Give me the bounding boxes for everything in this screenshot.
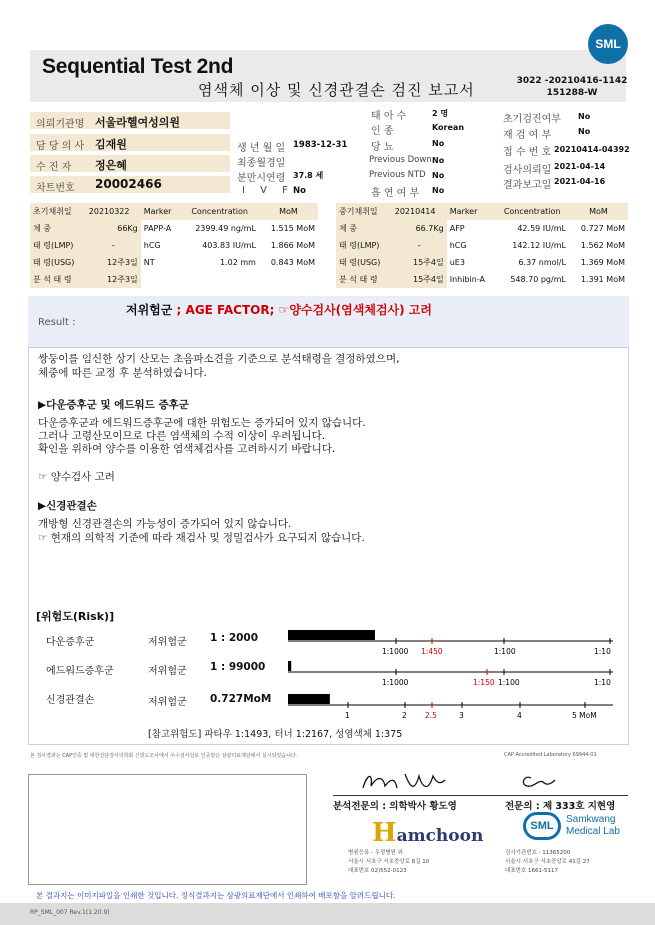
- blank-box: [28, 774, 307, 885]
- signature-left: [333, 766, 503, 796]
- result-recommendation: ; AGE FACTOR; ☞양수검사(염색체검사) 고려: [172, 303, 432, 317]
- concentration-cell: 142.12 IU/mL: [512, 241, 566, 250]
- marker-cell: hCG: [143, 241, 161, 250]
- sml-brand-line-2: Medical Lab: [566, 826, 620, 837]
- concentration-cell: 548.70 pg/mL: [510, 275, 566, 284]
- marker-cell: Inhibin-A: [449, 275, 485, 284]
- risk-name-edwards: 에드워드증후군: [46, 666, 114, 677]
- report-number-line-1: 3022 -20210416-1142: [516, 76, 628, 86]
- row-value: -: [392, 237, 447, 254]
- scale-label-cutoff: 2.5: [425, 711, 437, 720]
- risk-value-down: 1 : 2000: [210, 632, 259, 644]
- concentration-cell: 403.83 IU/mL: [202, 241, 256, 250]
- sml-brand-line-1: Samkwang: [566, 814, 616, 825]
- second-trimester-table: [336, 203, 628, 288]
- result-paragraph-2-line-2: 그러나 고령산모이므로 다른 염색체의 수적 이상이 우려됩니다.: [38, 430, 326, 442]
- scale-label-cutoff: 1:450: [421, 647, 443, 656]
- mom-header: MoM: [569, 203, 628, 220]
- prev-ntd-value: No: [432, 171, 445, 180]
- report-subtitle: 염색체 이상 및 신경관결손 검진 보고서: [198, 81, 475, 99]
- table-row: [336, 271, 628, 288]
- table-row: [30, 237, 318, 254]
- result-paragraph-2-line-1: 다운증후군과 에드워드증후군에 대한 위험도는 증가되어 있지 않습니다.: [38, 417, 366, 429]
- risk-bar: [288, 630, 375, 640]
- marker-header: Marker: [141, 203, 181, 220]
- scale-label: 4: [517, 711, 522, 720]
- concentration-cell: [180, 271, 259, 288]
- signature-left-text: Hwang: [397, 776, 441, 790]
- request-date-value: 2021-04-14: [554, 162, 606, 171]
- risk-bar: [288, 694, 330, 704]
- sml-mark: SML: [523, 812, 561, 840]
- age-value: 37.8 세: [293, 171, 324, 180]
- mom-cell: 1.866 MoM: [270, 241, 315, 250]
- scale-label-cutoff: 1:150: [473, 678, 495, 687]
- row-key: 체 중: [30, 220, 86, 237]
- chart-label: 차트번호: [36, 183, 75, 194]
- scale-label: 1:10: [594, 678, 611, 687]
- scale-label: 1:1000: [382, 678, 409, 687]
- table-row: [336, 254, 628, 271]
- ntd-heading: ▶신경관결손: [38, 500, 97, 512]
- analyst-title: 분석전문의 : 의학박사 황도영: [333, 801, 457, 812]
- scale-label: 2: [402, 711, 407, 720]
- concentration-cell: 2399.49 ng/mL: [195, 224, 256, 233]
- examinee-value: 정은혜: [95, 159, 127, 172]
- marker-cell: [141, 271, 181, 288]
- table-row: [336, 220, 628, 237]
- left-address-line: 병원등록 : 우정병원 외: [348, 850, 403, 856]
- scale-label: 1:100: [498, 678, 520, 687]
- concentration-cell: 6.37 nmol/L: [518, 258, 566, 267]
- row-key: 태 령(LMP): [30, 237, 86, 254]
- report-number-line-2: 151288-W: [546, 88, 598, 98]
- draw-date-value: 20210322: [86, 203, 141, 220]
- result-paragraph-1-line-2: 체중에 따른 교정 후 분석하였습니다.: [38, 367, 207, 379]
- mom-header: MoM: [259, 203, 318, 220]
- result-label: Result :: [38, 317, 76, 328]
- mom-cell: 1.369 MoM: [580, 258, 625, 267]
- row-value: 66Kg: [86, 220, 141, 237]
- signature-right: [503, 766, 628, 796]
- row-value: 15주4일: [392, 254, 447, 271]
- mom-cell: 1.562 MoM: [580, 241, 625, 250]
- footer-note: 본 결과지는 이미지파일을 인쇄한 것입니다. 정식결과지는 삼광의료재단에서 인쇄하여 배포함을 알려드립니다.: [36, 891, 396, 900]
- table-row: [30, 220, 318, 237]
- concentration-header: Concentration: [495, 203, 569, 220]
- row-key: 분 석 태 령: [30, 271, 86, 288]
- left-address: [348, 849, 429, 876]
- dob-label: 생 년 월 일: [237, 143, 286, 154]
- prev-ntd-label: Previous NTD: [369, 170, 426, 180]
- hamchoon-stamp: [372, 818, 483, 848]
- first-trimester-table: [30, 203, 318, 288]
- receipt-label: 접 수 번 호: [503, 147, 552, 158]
- row-key: 체 중: [336, 220, 392, 237]
- prev-down-value: No: [432, 156, 445, 165]
- row-value: 15주4일: [392, 271, 447, 288]
- row-key: 태 령(USG): [30, 254, 86, 271]
- report-date-value: 2021-04-16: [554, 177, 606, 186]
- scale-label: 3: [459, 711, 464, 720]
- accreditation-note: 본 검사결과는 CAP인증 및 대한진단검사의학회 신빙도조사에서 우수검사실로 인증받은 삼광의료재단에서 실시되었습니다.: [30, 753, 298, 759]
- risk-grade-down: 저위험군: [148, 637, 187, 648]
- marker-cell: uE3: [449, 258, 465, 267]
- right-address-line: 서울시 서초구 서초중앙로 41길 27: [505, 859, 590, 865]
- marker-cell: hCG: [449, 241, 467, 250]
- right-address: [505, 849, 590, 876]
- row-value: 66.7Kg: [392, 220, 447, 237]
- result-paragraph-4-line-2: ☞ 현재의 의학적 기준에 따라 재검사 및 정밀검사가 요구되지 않습니다.: [38, 532, 365, 544]
- mom-cell: 0.843 MoM: [270, 258, 315, 267]
- scale-label: 1:10: [594, 647, 611, 656]
- down-edwards-heading: ▶다운증후군 및 에드워드 증후군: [38, 399, 189, 411]
- diabetes-label: 당 뇨: [371, 142, 394, 153]
- sml-brand: [566, 814, 620, 838]
- race-value: Korean: [432, 123, 465, 132]
- draw-date-label: 중기채취일: [336, 203, 392, 220]
- scale-label: 1:1000: [382, 647, 409, 656]
- smoking-value: No: [432, 186, 445, 195]
- race-label: 인 종: [371, 126, 394, 137]
- result-paragraph-4-line-1: 개방형 신경관결손의 가능성이 증가되어 있지 않습니다.: [38, 518, 292, 530]
- age-label: 분만시연령: [237, 173, 286, 184]
- table-row: [30, 271, 318, 288]
- marker-cell: PAPP-A: [143, 224, 172, 233]
- signature-line-right: [503, 766, 628, 796]
- left-address-line: 서울시 서초구 서초중앙로 8길 10: [348, 859, 430, 865]
- report-number: [512, 75, 632, 99]
- mom-cell: 1.391 MoM: [580, 275, 625, 284]
- row-value: -: [86, 237, 141, 254]
- ivf-label: I V F: [242, 185, 294, 196]
- prev-down-label: Previous Down: [369, 155, 432, 165]
- risk-scale-down: [280, 627, 620, 659]
- table-row: [336, 203, 628, 220]
- hospital-label: 의뢰기관명: [36, 119, 85, 130]
- right-address-line: 검사기관번호 : 11365200: [505, 850, 571, 856]
- result-grade: 저위험군: [126, 303, 173, 317]
- lmp-label: 최종월경일: [237, 158, 286, 169]
- concentration-header: Concentration: [180, 203, 259, 220]
- reference-risk: [참고위험도] 파타우 1:1493, 터너 1:2167, 성염색체 1:375: [148, 729, 403, 740]
- receipt-value: 20210414-04392: [554, 145, 630, 154]
- row-value: 12주3일: [86, 254, 141, 271]
- first-exam-value: No: [578, 112, 591, 121]
- risk-scale-ntd: [280, 691, 620, 723]
- signature-right-text: CL: [523, 776, 539, 789]
- dob-value: 1983-12-31: [293, 140, 348, 150]
- risk-name-down: 다운증후군: [46, 637, 95, 648]
- mom-cell: 0.727 MoM: [580, 224, 625, 233]
- footer-code: RP_SML_007 Rev.1(1.20.9): [30, 909, 110, 916]
- fetus-value: 2 명: [432, 109, 449, 118]
- sml-logo: SML: [588, 24, 628, 64]
- risk-value-ntd: 0.727MoM: [210, 693, 272, 705]
- risk-value-edwards: 1 : 99000: [210, 661, 266, 673]
- risk-grade-edwards: 저위험군: [148, 666, 187, 677]
- concentration-cell: 1.02 mm: [219, 258, 256, 267]
- diabetes-value: No: [432, 139, 445, 148]
- risk-title: [위험도(Risk)]: [36, 610, 115, 623]
- right-address-line: 대표번호 1661-5117: [505, 868, 558, 874]
- risk-grade-ntd: 저위험군: [148, 697, 187, 708]
- retest-label: 재 검 여 부: [503, 130, 552, 141]
- retest-value: No: [578, 127, 591, 136]
- result-paragraph-2-line-3: 확인을 위하여 양수를 이용한 염색체검사를 고려하시기 바랍니다.: [38, 443, 336, 455]
- row-key: 태 령(USG): [336, 254, 392, 271]
- report-date-label: 결과보고일: [503, 180, 552, 191]
- row-key: 분 석 태 령: [336, 271, 392, 288]
- risk-bar: [288, 661, 291, 671]
- left-address-line: 대표번호 02)552-0123: [348, 868, 407, 874]
- concentration-cell: 42.59 IU/mL: [517, 224, 566, 233]
- row-key: 태 령(LMP): [336, 237, 392, 254]
- scale-label: 1: [345, 711, 350, 720]
- amniocentesis-note: ☞ 양수검사 고려: [38, 471, 115, 483]
- scale-label: 5 MoM: [572, 711, 597, 720]
- result-paragraph-1-line-1: 쌍둥이를 임신한 상기 산모는 초음파소견을 기준으로 분석태령을 결정하였으며,: [38, 353, 400, 365]
- ivf-value: No: [293, 186, 306, 196]
- report-title: Sequential Test 2nd: [42, 55, 234, 78]
- specialist-title: 전문의 : 제 333호 지현영: [505, 801, 616, 812]
- marker-cell: NT: [143, 258, 155, 267]
- hamchoon-rest: amchoon: [396, 826, 484, 846]
- marker-header: Marker: [447, 203, 496, 220]
- signature-line-left: [333, 766, 503, 796]
- cap-note: CAP Accredited Laboratory 69944-01: [504, 752, 597, 758]
- table-row: [336, 237, 628, 254]
- doctor-label: 담 당 의 사: [36, 141, 85, 152]
- request-date-label: 검사의뢰일: [503, 165, 552, 176]
- mom-cell: [259, 271, 318, 288]
- result-summary: [126, 301, 432, 318]
- risk-name-ntd: 신경관결손: [46, 695, 95, 706]
- table-row: [30, 203, 318, 220]
- row-value: 12주3일: [86, 271, 141, 288]
- chart-value: 20002466: [95, 177, 162, 191]
- draw-date-label: 초기채취일: [30, 203, 86, 220]
- first-exam-label: 초기검진여부: [503, 114, 561, 125]
- doctor-value: 김재원: [95, 138, 127, 151]
- hospital-value: 서울라헬여성의원: [95, 116, 181, 129]
- mom-cell: 1.515 MoM: [270, 224, 315, 233]
- examinee-label: 수 진 자: [36, 162, 72, 173]
- draw-date-value: 20210414: [392, 203, 447, 220]
- scale-label: 1:100: [494, 647, 516, 656]
- table-row: [30, 254, 318, 271]
- risk-scale-edwards: [280, 658, 620, 690]
- hamchoon-initial: H: [372, 818, 397, 848]
- fetus-label: 태 아 수: [371, 111, 407, 122]
- marker-cell: AFP: [449, 224, 465, 233]
- smoking-label: 흡 연 여 부: [371, 188, 420, 199]
